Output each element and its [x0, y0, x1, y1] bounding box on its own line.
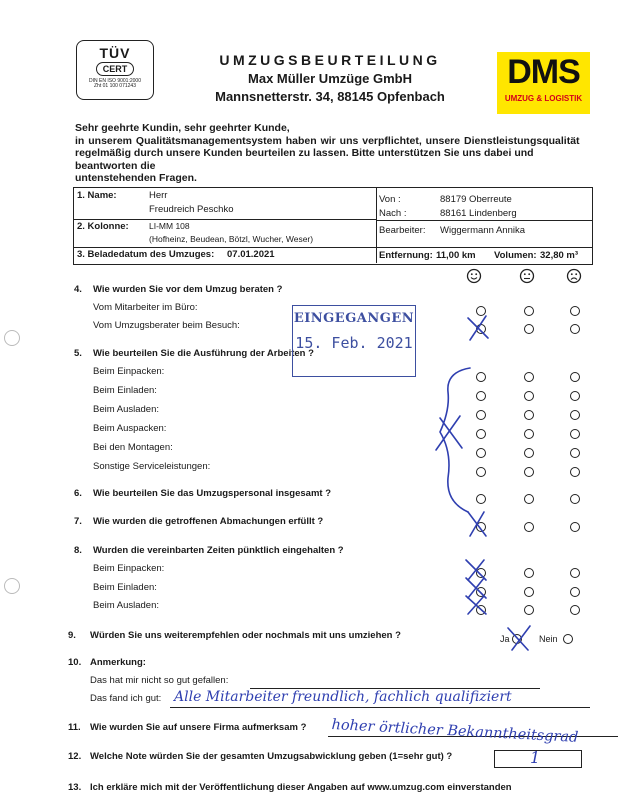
tuv-logo-line1: DIN EN ISO 9001:2000 [89, 78, 141, 84]
bearbeiter-value: Wiggermann Annika [440, 225, 526, 236]
question-9-ja-label: Ja [500, 634, 510, 644]
question-10-handwritten-answer: Alle Mitarbeiter freundlich, fachlich qualifiziert [174, 689, 512, 705]
question-8-text: Wurden die vereinbarten Zeiten pünktlich eingehalten ? [93, 545, 344, 556]
question-4-item: Vom Mitarbeiter im Büro: [93, 302, 198, 313]
rating-radio-neutral[interactable] [524, 522, 534, 532]
question-8-item: Beim Einpacken: [93, 563, 165, 574]
question-6-text: Wie beurteilen Sie das Umzugspersonal insgesamt ? [93, 488, 332, 499]
question-8-number: 8. [74, 545, 82, 556]
rating-radio-neutral[interactable] [524, 306, 534, 316]
question-10-negative-label: Das hat mir nicht so gut gefallen: [90, 675, 229, 686]
question-7-number: 7. [74, 516, 82, 527]
question-13-number: 13. [68, 782, 82, 793]
rating-radio-good[interactable] [476, 410, 486, 420]
question-9-nein-label: Nein [539, 634, 558, 644]
question-5-item: Bei den Montagen: [93, 442, 173, 453]
name-title: Herr [149, 190, 168, 201]
dms-logo-subtext: UMZUG & LOGISTIK [504, 94, 583, 103]
question-10-text: Anmerkung: [90, 657, 146, 668]
company-address: Mannsnetterstr. 34, 88145 Opfenbach [215, 89, 445, 104]
rating-radio-good[interactable] [476, 306, 486, 316]
von-label: Von : [379, 194, 401, 205]
rating-radio-bad[interactable] [570, 429, 580, 439]
rating-radio-neutral[interactable] [524, 410, 534, 420]
company-name: Max Müller Umzüge GmbH [248, 71, 412, 86]
bearbeiter-label: Bearbeiter: [379, 225, 426, 236]
rating-radio-neutral[interactable] [524, 467, 534, 477]
entfernung-label: Entfernung: [379, 250, 433, 261]
volumen-value: 32,80 m³ [540, 250, 579, 261]
tuv-cert-logo [76, 40, 154, 100]
question-4-number: 4. [74, 284, 82, 295]
rating-radio-good[interactable] [476, 467, 486, 477]
document-title-block [190, 52, 470, 104]
question-9-text: Würden Sie uns weiterempfehlen oder nochmals mit uns umziehen ? [90, 630, 401, 641]
cross-mark [436, 416, 462, 450]
rating-radio-good[interactable] [476, 605, 486, 615]
received-stamp [292, 305, 416, 377]
rating-radio-neutral[interactable] [524, 568, 534, 578]
question-5-item: Beim Einpacken: [93, 366, 165, 377]
rating-radio-good[interactable] [476, 587, 486, 597]
question-10-positive-line[interactable] [170, 707, 590, 708]
rating-radio-bad[interactable] [570, 324, 580, 334]
name-label: 1. Name: [77, 190, 117, 201]
question-8-item: Beim Einladen: [93, 582, 157, 593]
question-6-number: 6. [74, 488, 82, 499]
rating-radio-good[interactable] [476, 494, 486, 504]
intro-line: in unserem Qualitätsmanagementsystem haben wir uns verpflichtet, unsere Dienstleistungsqualität [75, 134, 580, 147]
question-10-number: 10. [68, 657, 82, 668]
punch-hole [4, 578, 20, 594]
rating-radio-bad[interactable] [570, 410, 580, 420]
question-11-number: 11. [68, 722, 81, 733]
rating-radio-bad[interactable] [570, 587, 580, 597]
rating-radio-good[interactable] [476, 568, 486, 578]
tuv-logo-line2: Zht 01 100 071243 [94, 83, 136, 89]
document-title: UMZUGSBEURTEILUNG [219, 52, 441, 68]
customer-info-table [73, 187, 593, 265]
question-10-positive-label: Das fand ich gut: [90, 693, 162, 704]
intro-line: regelmäßig durch unsere Kunden beurteilen zu lassen. Bitte unterstützen Sie uns dabei und beantworten die [75, 147, 534, 172]
question-9-ja-radio[interactable] [512, 634, 522, 644]
question-4-item: Vom Umzugsberater beim Besuch: [93, 320, 240, 331]
dms-logo-text: DMS [507, 53, 580, 91]
rating-radio-good[interactable] [476, 391, 486, 401]
rating-radio-bad[interactable] [570, 372, 580, 382]
question-4-text: Wie wurden Sie vor dem Umzug beraten ? [93, 284, 283, 295]
kolonne-label: 2. Kolonne: [77, 221, 129, 232]
rating-radio-bad[interactable] [570, 522, 580, 532]
rating-radio-neutral[interactable] [524, 324, 534, 334]
question-7-text: Wie wurden die getroffenen Abmachungen erfüllt ? [93, 516, 324, 527]
rating-radio-neutral[interactable] [524, 494, 534, 504]
punch-hole [4, 330, 20, 346]
rating-radio-bad[interactable] [570, 568, 580, 578]
question-13-text: Ich erkläre mich mit der Veröffentlichung dieser Angaben auf www.umzug.com einverstanden [90, 782, 512, 793]
rating-radio-bad[interactable] [570, 391, 580, 401]
happy-face-icon [468, 270, 481, 283]
intro-text [75, 122, 595, 185]
neutral-face-icon [521, 270, 534, 283]
entfernung-value: 11,00 km [436, 250, 476, 261]
rating-radio-neutral[interactable] [524, 429, 534, 439]
rating-radio-neutral[interactable] [524, 391, 534, 401]
nach-value: 88161 Lindenberg [440, 208, 517, 219]
stamp-date: 15. Feb. 2021 [295, 334, 413, 352]
rating-radio-bad[interactable] [570, 467, 580, 477]
beladedatum-value: 07.01.2021 [227, 249, 275, 260]
kolonne-value: LI-MM 108 [149, 221, 190, 231]
rating-radio-good[interactable] [476, 324, 486, 334]
sad-face-icon [568, 270, 581, 283]
rating-radio-good[interactable] [476, 429, 486, 439]
rating-radio-bad[interactable] [570, 605, 580, 615]
question-8-item: Beim Ausladen: [93, 600, 160, 611]
rating-radio-neutral[interactable] [524, 372, 534, 382]
rating-radio-neutral[interactable] [524, 587, 534, 597]
intro-salutation: Sehr geehrte Kundin, sehr geehrter Kunde, [75, 122, 290, 134]
rating-radio-neutral[interactable] [524, 448, 534, 458]
volumen-label: Volumen: [494, 250, 537, 261]
question-9-nein-radio[interactable] [563, 634, 573, 644]
rating-radio-neutral[interactable] [524, 605, 534, 615]
von-value: 88179 Oberreute [440, 194, 512, 205]
rating-radio-good[interactable] [476, 372, 486, 382]
tuv-logo-brand: TÜV [99, 45, 131, 61]
rating-radio-bad[interactable] [570, 306, 580, 316]
dms-logo [497, 52, 590, 114]
rating-radio-good[interactable] [476, 448, 486, 458]
intro-line: untenstehenden Fragen. [75, 172, 197, 184]
tuv-logo-cert: CERT [96, 62, 135, 76]
name-value: Freudreich Peschko [149, 204, 234, 215]
question-5-item: Beim Ausladen: [93, 404, 160, 415]
rating-radio-bad[interactable] [570, 448, 580, 458]
question-12-number: 12. [68, 751, 82, 762]
question-12-text: Welche Note würden Sie der gesamten Umzugsabwicklung geben (1=sehr gut) ? [90, 751, 453, 762]
beladedatum-label: 3. Beladedatum des Umzuges: [77, 249, 215, 260]
rating-radio-bad[interactable] [570, 494, 580, 504]
kolonne-team: (Hofheinz, Beudean, Bötzl, Wucher, Weser) [149, 234, 314, 244]
question-5-text: Wie beurteilen Sie die Ausführung der Arbeiten ? [93, 348, 314, 359]
question-5-item: Beim Auspacken: [93, 423, 167, 434]
question-12-handwritten-grade: 1 [530, 748, 541, 767]
question-11-handwritten-answer: hoher örtlicher Bekanntheitsgrad [331, 717, 579, 746]
rating-radio-good[interactable] [476, 522, 486, 532]
question-9-number: 9. [68, 630, 76, 641]
nach-label: Nach : [379, 208, 407, 219]
question-5-item: Beim Einladen: [93, 385, 157, 396]
rating-faces-header [466, 268, 596, 284]
brace-mark [440, 368, 470, 512]
question-5-number: 5. [74, 348, 82, 359]
stamp-title: EINGEGANGEN [293, 311, 415, 326]
question-5-item: Sonstige Serviceleistungen: [93, 461, 211, 472]
question-11-text: Wie wurden Sie auf unsere Firma aufmerksam ? [90, 722, 307, 733]
